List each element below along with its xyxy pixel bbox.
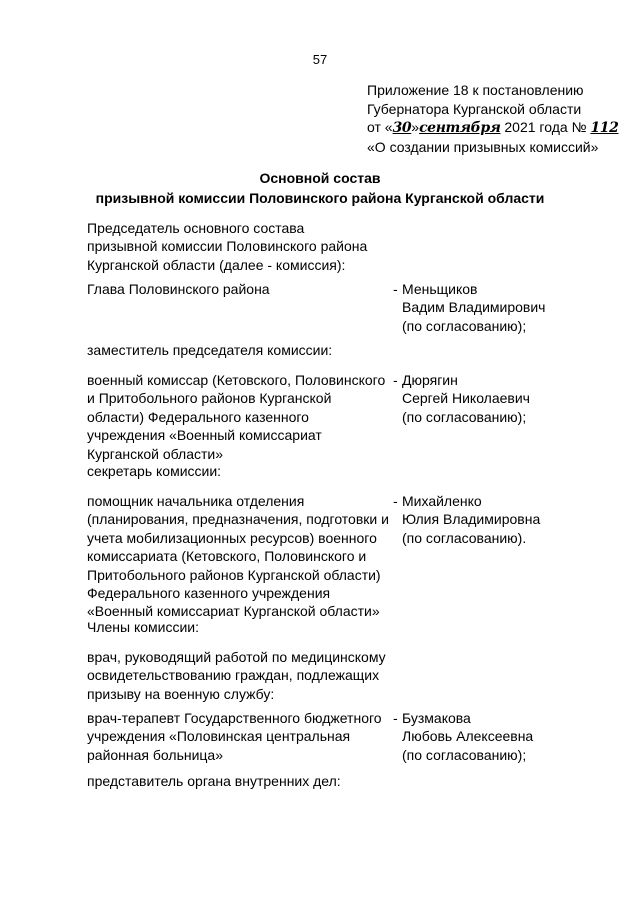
appendix-year: 2021 года № [500, 119, 591, 135]
appendix-line: «О создании призывных комиссий» [367, 138, 599, 155]
handwritten-month: сентября [419, 120, 501, 136]
deputy-dash: - [393, 372, 398, 388]
chair-heading: Председатель основного состава призывной комиссии Половинского района Курганской области (далее - комиссия): [87, 220, 368, 273]
appendix-line: Губернатора Курганской области [367, 100, 582, 117]
secretary-dash: - [393, 493, 398, 509]
secretary-heading: секретарь комиссии: [87, 463, 222, 479]
therapist-dash: - [393, 710, 398, 726]
chair-dash: - [393, 281, 398, 297]
therapist-name: Бузмакова Любовь Алексеевна (по согласованию); [402, 710, 534, 763]
appendix-date-line [367, 118, 619, 138]
title-line: Основной состав [259, 170, 381, 186]
appendix-date-sep: » [411, 119, 420, 135]
title-line: призывной комиссии Половинского района Курганской области [95, 190, 545, 206]
appendix-header [367, 81, 619, 156]
appendix-line: Приложение 18 к постановлению [367, 82, 584, 98]
members-heading: Члены комиссии: [87, 619, 200, 635]
deputy-heading: заместитель председателя комиссии: [87, 342, 333, 358]
deputy-position: военный комиссар (Кетовского, Половинского и Притобольного районов Курганской области) Федерального казенного учреждения «Военный комиссариат Курганской области» [87, 372, 386, 462]
appendix-date-prefix: от « [367, 119, 393, 135]
deputy-name: Дюрягин Сергей Николаевич (по согласованию); [402, 372, 530, 425]
police-heading: представитель органа внутренних дел: [87, 773, 341, 789]
document-title [0, 168, 640, 208]
chair-name: Меньщиков Вадим Владимирович (по согласованию); [402, 281, 546, 334]
chair-position: Глава Половинского района [87, 281, 270, 297]
secretary-position: помощник начальника отделения (планирования, предназначения, подготовки и учета мобилизационных ресурсов) военного комиссариата (Кетовского, Половинского и Притобольного районов Курганской области) Федерального казенного учреждения «Военный комиссариат Курганской области» [87, 493, 389, 620]
doctor-heading: врач, руководящий работой по медицинскому освидетельствованию граждан, подлежащих призыву на военную службу: [87, 649, 386, 702]
therapist-position: врач-терапевт Государственного бюджетного учреждения «Половинская центральная районная больница» [87, 710, 382, 763]
secretary-name: Михайленко Юлия Владимировна (по согласованию). [402, 493, 541, 546]
handwritten-day: 30 [392, 120, 412, 136]
page-number: 57 [312, 52, 328, 67]
handwritten-number: 112 [590, 120, 619, 136]
